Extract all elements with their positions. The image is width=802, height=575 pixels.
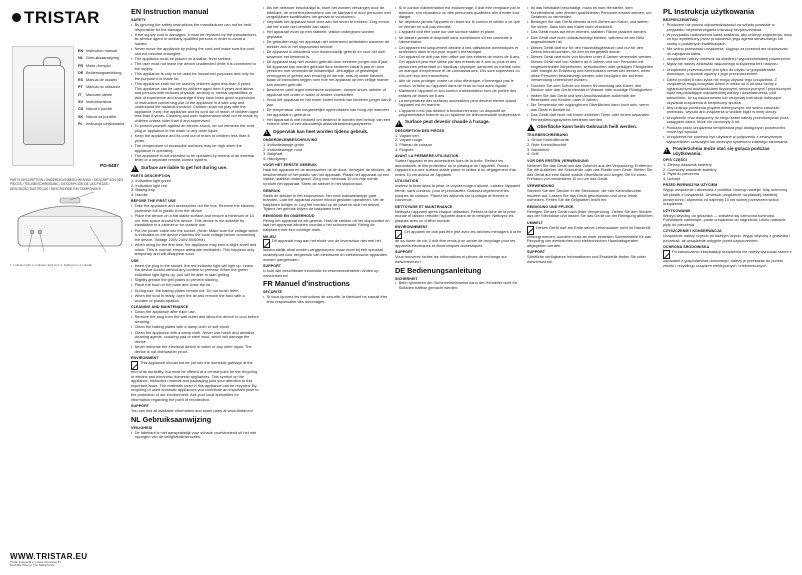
brand-logo [12,8,128,28]
heading-use-de: VERWENDUNG [527,184,555,188]
language-item [78,92,134,99]
footer-line-2: 5015 BH Tilburg | The Netherlands [10,563,55,568]
language-code: FR [78,63,84,68]
product-body-shape [23,65,65,145]
warning-triangle-icon [395,120,403,127]
language-code: SK [78,114,84,119]
recycle-bin-icon [263,239,270,248]
safety-list-de [395,281,523,290]
list-item: • Dit apparaat is uitsluitend voor huishoudelijk gebruik en voor het doel waarvoor het bestemd is. [263,50,391,59]
env-text-pl [663,250,793,268]
list-item: • Als het netsnoer beschadigd is, moet het worden vervangen door de fabrikant, de onderhoudsmonteur van de fabrikant of door personen met vergelijkbare kwalificaties om gevaar te voorkomen. [263,6,391,20]
warning-triangle-icon [263,129,271,136]
language-label: Instruktionsbok [86,100,112,105]
list-item: • Cet appareil est uniquement destiné à des utilisations domestiques et seulement dans le but pour lequel il est fabriqué. [395,46,523,55]
heading-use-pl: UŻYTKOWANIE [663,208,691,213]
cover-parts-note: PARTS DESCRIPTION / ONDERDELENBESCHRIJVING / DESCRIPTION DES PIÈCES / TEILEBESCHREIBUNG / DESCRIPCIÓN DE LAS PIEZAS / DESCRIÇÃO DAS PEÇAS / DESCRIZIONE DEI COMPONENTI [10,178,124,191]
list-item: • Podczas pracy urządzenia temperatura jego dostępnych powierzchni może być wysoka. [663,126,793,135]
recycle-bin-icon [131,361,138,370]
section-title-nl: NL Gebruiksaanwijzing [131,414,212,424]
hot-surface-warning-fr [395,119,523,127]
list-item: • Ist das Netzkabel beschädigt, muss es vom Hersteller, dem Kundendienst oder ähnlich qualifizierten Personen ersetzt werden, um Gefahren zu vermeiden. [527,6,655,20]
list-item: • The temperature of accessible surfaces may be high when the appliance is operating. [131,144,259,153]
list-item: • Si vous ignorez les instructions de sécurité, le fabricant ne saurait être tenu responsable des dommages. [263,295,391,304]
language-code: SV [78,100,84,105]
before-list-en [131,204,259,257]
list-item: • L'appareil doit être posé sur une surface stable et plane. [395,30,523,35]
section-title-en: EN Instruction manual [131,7,209,16]
list-item: • L'appareil n'est pas destiné à fonctionner avec un dispositif de programmation externe ou un système de télécommande indépendant. [395,109,523,118]
warning-triangle-icon [663,147,671,154]
parts-list-de [527,138,655,156]
list-item: • During use, the baking plates remain hot. Do not touch them. [131,289,259,294]
heading-support: SUPPORT [131,404,150,409]
list-item: 4. Poignée [395,146,414,152]
clean-text-fr: Nettoyez l'appareil après chaque utilisation. Retirez la fiche de la prise murale et laissez refroidir l'appareil avant de le nettoyer. Nettoyez les plaques avec un chiffon humide. [395,208,516,223]
heading-before-pl: PRZED PIERWSZYM UŻYCIEM [663,183,718,188]
warning-text: Surface are liable to get hot during use. [141,164,228,170]
list-item: • Place the food on the plate and close the lid. [131,283,259,288]
heading-before-fr: AVANT LA PREMIÈRE UTILISATION [395,154,459,159]
list-item: • If the supply cord is damaged, it must be replaced by the manufacturer, its service agent or similarly qualified persons in order to avoid a hazard. [131,33,259,47]
before-text-de: Nehmen Sie das Gerät und das Zubehör aus der Verpackung. Entfernen Sie die Aufkleber, die Schutzfolie oder das Plastik vom Gerät. Stellen Sie das Gerät auf eine flache stabile Oberfläche und sorgen Sie für einen Freiraum von mindestens 10 cm um das Gerät. [527,162,653,182]
language-code: CS [78,107,84,112]
diagram-light-green [30,230,34,234]
recycle-bin-icon [663,250,670,259]
heading-safety-fr: SÉCURITÉ [263,290,282,295]
safety-list-nl [131,431,259,440]
list-item: • When using for the first time, the appliance may emit a slight smell and odour. This is normal, ensure adequate ventilation. This happens only temporary and will disappear soon. [131,243,259,257]
list-item: 2. Voyant rouge [395,137,423,143]
list-item: • Dieses Gerät darf nur für den Haushaltsgebrauch und nur für den Zweck benutzt werden, für den es hergestellt wurde. [527,46,655,55]
brand-name: TRISTAR [24,8,100,27]
list-item: 2. Czerwony wskaźnik świetlny [663,166,717,172]
list-item: • Die Temperatur der zugänglichen Oberflächen kann hoch sein, wenn das Gerät in Betrieb ist. [527,103,655,112]
language-label: Instruction manual [86,49,118,53]
warning-triangle-icon [131,165,139,172]
heading-use-nl: GEBRUIK [263,188,281,193]
list-item: • De temperatuur van toegankelijke oppervlakken kan hoog zijn wanneer het apparaat in gebruik is. [263,108,391,117]
language-label: Manual do utilizador [86,85,120,90]
safety-list-en [131,23,259,163]
recycle-bin-icon [527,226,534,235]
clean-text-pl: Urządzenie należy czyścić po każdym użyciu. Wyjąć wtyczkę z gniazdka i poczekać, aż urządzenie ostygnie przed czyszczeniem. [663,233,790,243]
diagram-handle [60,198,80,203]
list-item: 1. Indicatielampje groen [263,141,305,147]
diagram-leader-4 [70,192,94,200]
env-text-nl [263,239,391,262]
heading-use: USE [131,258,139,263]
use-text-fr: Insérez la fiche dans la prise, le voyant rouge s'allume. Laissez l'appareil fermé, sans contenu, pour le préchauffer. Graissez légèrement les plaques de cuisson. Placez les aliments sur la plaque et fermez le couvercle. [395,183,521,203]
list-item: • W przypadku uszkodzenia kabla zasilania, aby uniknąć zagrożenia, musi on być wymieniony przez producenta, jego agenta serwisowego lub osobę o podobnych kwalifikacjach. [663,33,793,47]
parts-list-fr [395,134,523,152]
heading-support-fr: SUPPORT [395,250,414,255]
heading-parts: PARTS DESCRIPTION [131,174,171,178]
list-item: • Never immerse the electrical device in water or any other liquid. The device is not dishwasher proof. [131,345,259,354]
language-code: PT [78,85,83,90]
language-code: EN [78,49,84,53]
heading-parts-pl: OPIS CZĘŚCI [663,158,687,163]
list-item: • This appliance is only to be used for household purposes and only for the purpose it is made for. [131,72,259,81]
use-text-pl: Włożyć wtyczkę do gniazdka — zaświeci się czerwona kontrolka. Pozostawić zamknięte, puste urządzenie do nagrzania. Lekko natłuścić płyty do pieczenia. [663,212,786,227]
warning-text: Oppervlak kan heet worden tijdens gebruik. [273,128,369,134]
language-item [78,48,134,55]
parts-list-pl [663,163,793,181]
list-item: • Clean the appliance after each use. [131,310,259,315]
list-item: 2. Rote Kontrollleuchte [527,141,567,147]
list-item: • When the food is ready, open the lid and remove the food with a wooden or plastic spatula. [131,294,259,303]
section-title-pl: PL Instrukcja użytkowania [663,7,755,16]
column-pl [663,6,793,570]
list-item: • Das Gerät darf nicht mit einem externen Timer oder einem separaten Fernbedienungssystem betrieben werden. [527,113,655,122]
list-item: • Remove the plug from the wall outlet and allow the device to cool before cleaning. [131,315,259,324]
language-code: IT [78,92,82,97]
safety-list-de-cont [527,6,655,122]
list-item: • Bewegen Sie das Gerät niemals durch Ziehen am Kabel, und stellen Sie sicher, dass sich das Kabel nicht verwickelt. [527,20,655,29]
env-body-nl: Dit apparaat mag aan het einde van de levensduur niet met het huishoudelijk afval worden weggeworpen, maar moet bij een speciaal inzamelpunt voor hergebruik van elektrische en elektronische apparaten worden aangeboden. [263,238,388,262]
heading-safety: SAFETY [131,18,146,22]
list-item: • Never move the appliance by pulling the cord and make sure the cord can not become entangled. [131,47,259,56]
list-item: 4. Handgreep [263,155,287,161]
section-title-fr: FR Manuel d'instructions [263,279,350,289]
language-label: Mode d'emploi [86,63,111,68]
heading-environment: ENVIRONMENT [131,356,159,361]
list-item: • By ignoring the safety instructions the manufacturer can not be held responsible for the damage. [131,23,259,32]
list-item: • Ne laissez jamais le dispositif sans surveillance s'il est connecté à l'alimentation. [395,36,523,45]
column-fr [395,6,523,570]
list-item: 3. Płyta do pieczenia [663,171,699,177]
language-list [78,48,134,128]
list-item: 3. Bakplaat [263,151,283,157]
heading-clean-de: REINIGUNG UND PFLEGE [527,204,574,209]
language-item [78,70,134,77]
list-item: • Dieses Gerät darf nicht von Kindern unter 8 Jahren verwendet werden. Dieses Gerät darf von Kindern ab 8 Jahren und von Personen mit eingeschränkten körperlichen, sensorischen oder geistigen Fähigkeiten oder Mangel an Erfahrung und Kenntnissen verwendet werden, wenn diese Personen beaufsichtigt werden oder bezüglich der sicheren Verwendung unterrichtet wurden. [527,55,655,83]
list-item: • Das Gerät muss auf einer ebenen, stabilen Fläche platziert werden. [527,30,655,35]
section-title-de: DE Bedienungsanleitung [395,265,482,275]
cover-footer [10,552,128,568]
language-label: Návod na použitie [86,114,117,119]
language-item [78,114,134,121]
list-item: • Aby uniknąć porażenia prądem elektrycznym, nie wolno zanurzać przewodu, wtyczki ani urządzenia w wodzie bądź w innej cieczy. [663,106,793,115]
clean-text-de: Reinigen Sie das Gerät nach jeder Verwendung. Ziehen Sie den Stecker aus der Steckdose und lassen Sie das Gerät vor der Reinigung abkühlen. [527,208,654,219]
hot-surface-warning-nl [263,129,391,137]
list-item: • Maintenez l'appareil et son cordon d'alimentation hors de portée des enfants de moins de 8 ans. [395,89,523,98]
footer-brand: WWW.TRISTAR.EU [10,551,88,561]
heading-env-fr: ENVIRONNEMENT [395,225,428,230]
list-item: • Het apparaat moet op een stabiele, vlakke ondergrond worden geplaatst. [263,30,391,39]
cover-legend: 1. Indicator light 2. Indicator light lens 3. Selling box 4. Handle [10,263,93,267]
list-item: • Verplaats het apparaat nooit door aan het snoer te trekken. Zorg ervoor dat het snoer niet verstrikt kan raken. [263,20,391,29]
list-item: • Houd het apparaat en het snoer buiten bereik van kinderen jonger dan 8 jaar. [263,98,391,107]
list-item: • The appliance is not intended to be operated by means of an external timer or a separate remote-control system. [131,154,259,163]
list-item: 1. Voyant vert [395,132,419,138]
language-code: DE [78,70,84,75]
list-item: • Urządzenie oraz dołączony do niego kabel należy przechowywać poza zasięgiem dzieci, które nie ukończyły 8 lat. [663,116,793,125]
list-item: • To protect yourself against an electric shock, do not immerse the cord, plug or appliance in the water or any other liquid. [131,124,259,133]
list-item: 4. Uchwyt [663,175,681,181]
footer-line-1: Tristar Europe B.V. | Jules Verneweg 87 [10,559,61,564]
list-item: • Das Gerät darf nicht unbeaufsichtigt bleiben, während es am Netz angeschlossen ist. [527,36,655,45]
heading-parts-de: TEILEBESCHREIBUNG [527,133,569,138]
list-item: 1. Grüne Kontrollleuchte [527,137,569,143]
heading-support-de: SUPPORT [527,250,546,255]
language-item [78,84,134,91]
heading-env-de: UMWELT [527,220,544,225]
safety-list-pl [663,23,793,145]
language-label: Bedienungsanleitung [86,70,122,75]
list-item: • This appliance shall not be used by children aged less than 8 years. This appliance can be used by children aged from 8 years and above and persons with reduced physical, sensory or mental capabilities or lack of experience and knowledge if they have been given supervision or instruction concerning use of the appliance in a safe way and understand the hazards involved. Children shall not play with the appliance. Keep the appliance and its cord out of reach of children aged less than 8 years. Cleaning and user maintenance shall not be made by children unless older than 8 and supervised. [131,82,259,123]
language-label: Gebruiksaanwijzing [86,56,119,61]
safety-list-fr [263,295,391,304]
parts-list-nl [263,143,391,161]
heading-use-fr: UTILISATION [395,179,419,184]
heading-before-use: BEFORE THE FIRST USE [131,199,176,204]
list-item: 4. Handle [131,191,148,197]
heading-clean-pl: CZYSZCZENIE I KONSERWACJA [663,229,722,234]
list-item: • Dzieci poniżej 8 roku życia nie mogą używać tego urządzenia. Z urządzenia mogą korzystać dzieci w wieku od 8 lat oraz osoby z ograniczonymi możliwościami fizycznymi, sensorycznymi i psychicznymi bądź nieposiadające odpowiedniej wiedzy i doświadczenia, pod warunkiem, że są nadzorowane lub otrzymały instrukcje dotyczące używania urządzenia w bezpieczny sposób. [663,78,793,106]
cover-column [10,8,128,568]
list-item: • Het apparaat is niet bedoeld om bediend te worden met behulp van een externe timer of een afzonderlijk afstandsbedieningssysteem. [263,118,391,127]
model-number: PD-8487 [100,164,119,169]
list-item: • Cet appareil ne doit pas être utilisé par des enfants de moins de 8 ans. Cet appareil peut être utilisé par des enfants de 8 ans ou plus et des personnes présentant un handicap physique, sensoriel ou mental voire un manque d'expérience et de connaissances, s'ils sont supervisés ou s'ils ont reçu des instructions. [395,55,523,78]
list-item: • Afin de vous protéger contre un choc électrique, n'immergez pas le cordon, la fiche ou l'appareil dans de l'eau ou tout autre liquide. [395,79,523,88]
list-item: • Clean the baking plates with a damp cloth or soft brush. [131,325,259,330]
support-text-de: Sämtliche verfügbaren Informationen und Ersatzteile finden Sie unter www.tristar.eu! [527,254,646,264]
language-item [78,99,134,106]
list-item: 4. Griff [527,151,539,157]
language-code: NL [78,56,84,61]
list-item: • Beim Ignorieren der Sicherheitshinweise kann der Hersteller nicht für Schäden haftbar gemacht werden. [395,281,523,290]
language-item [78,106,134,113]
list-item: 2. Indicatielampje rood [263,146,303,152]
column-nl [263,6,391,570]
environment-text-en [131,361,259,402]
use-text-de: Stecken Sie den Stecker in die Steckdose, die rote Kontrollleuchte leuchtet auf. Lassen Sie das Gerät geschlossen und ohne Inhalt vorheizen. Fetten Sie die Grillplatten leicht ein. [527,187,642,203]
list-item: • The appliance must be placed on a stable, level surface. [131,57,259,62]
heading-before-de: VOR DER ERSTEN VERWENDUNG [527,158,589,163]
column-en [131,6,259,570]
list-item: • Take the appliance and accessoires out the box. Remove the stickers, protective foil or plastic from the device. [131,204,259,213]
list-item: • Urządzenie należy umieścić na stabilnej i wypoziomowanej powierzchni. [663,57,793,62]
list-item: • The user must not leave the device unattended while it is connected to the supply. [131,62,259,71]
heading-env-nl: MILIEU [263,234,276,239]
heading-cleaning: CLEANING AND MAINTENANCE [131,305,189,310]
list-item: 2. Indication light red [131,182,167,188]
language-code: ES [78,78,84,83]
list-item: • Urządzenie nie powinno być używane w połączeniu z zewnętrznym wyłącznikiem czasowym lub osobnym systemem zdalnego sterowania. [663,135,793,144]
list-item: • De fabrikant is niet aansprakelijk voor schade voortvloeiend uit het niet opvolgen van de veiligheidsinstructies. [131,431,259,440]
list-item: 3. Baking tray [131,187,155,193]
language-item [78,77,134,84]
clean-text-nl: Reinig het apparaat na elk gebruik. Haal de stekker uit het stopcontact en laat het apparaat afkoelen voordat u het schoonmaakt. Reinig de bakplaten met een vochtige doek. [263,217,390,232]
heading-before-nl: VOOR HET EERSTE GEBRUIK [263,163,318,168]
language-item [78,55,134,62]
list-item: • Si le cordon d'alimentation est endommagé, il doit être remplacé par le fabricant, son réparateur ou des personnes qualifiées afin d'éviter tout danger. [395,6,523,20]
parts-diagram [10,188,130,258]
cleaning-list-en [131,310,259,354]
env-body-pl: Po zakończeniu eksploatacji urządzenia nie należy wyrzucać razem z odpadami z gospodarstwa domowego; należy je przekazać do punktu zbiórki i recyklingu urządzeń elektrycznych i elektronicznych. [663,249,792,268]
language-item [78,63,134,70]
warning-triangle-icon [527,124,535,131]
language-label: Manuale utente [86,92,113,97]
heading-parts-nl: ONDERDELENBESCHRIJVING [263,138,318,143]
list-item: • Urządzenie przeznaczone jest tylko do użytku w gospodarstwie domowym, w sposób zgodny z jego przeznaczeniem. [663,68,793,77]
environment-body: This appliance should not be put into the domestic garbage at the end of its durability, but must be offered at a central point for the recycling of electric and electronic domestic appliances. This symbol on the appliance, instruction manual and packaging puts your attention to this important issue. The materials used in this appliance can be recycled. By recycling of used domestic appliances you contribute an important push to the protection of our environment. Ask your local authorities for information regarding the point of recollection. [131,360,259,402]
heading-parts-fr: DESCRIPTION DES PIÈCES [395,128,445,133]
before-text-pl: Wyjąć urządzenie i akcesoria z pudełka. Usunąć naklejki, folię ochronną lub plastik z urządzenia. Umieścić urządzenie na płaskiej, stabilnej powierzchni i zapewnić co najmniej 10 cm wolnej przestrzeni wokół urządzenia. [663,187,788,207]
list-item: • Tauchen Sie zum Schutz vor einem Stromschlag das Kabel, den Stecker oder das Gerät niemals in Wasser oder sonstige Flüssigkeiten. [527,84,655,93]
safety-list-nl-cont [263,6,391,127]
safety-list-fr-cont [395,6,523,118]
language-label: Návod k použití [86,107,113,112]
support-text-fr: Vous trouverez toutes les informations et pièces de rechange sur www.tristar.eu ! [395,254,507,264]
language-code: PL [78,121,83,126]
warning-text: Powierzchnia może stać się gorąca podczas użytkowania. [673,146,770,157]
env-text-de [527,226,655,249]
list-item: • Dit apparaat mag niet worden gebruikt door kinderen jonger dan 8 jaar. Dit apparaat kan worden gebruikt door kinderen vanaf 8 jaar en door personen met verminderde lichamelijke, zintuiglijke of geestelijke vermogens of gebrek aan ervaring en kennis, mits zij onder toezicht staan of instructies krijgen over hoe het apparaat op een veilige manier kan worden gebruikt. [263,60,391,88]
language-label: Instrukcja użytkowania [86,121,125,126]
list-item: • Producent nie ponosi odpowiedzialności za szkody powstałe w przypadku nieprzestrzegania instrukcji bezpieczeństwa. [663,23,793,32]
product-image [12,46,74,166]
env-text-fr [395,230,523,248]
list-item: • Ne déplacez jamais l'appareil en tirant sur le cordon et veillez à ce que ce dernier ne soit pas emmêlé. [395,20,523,29]
heading-safety-nl: VEILIGHEID [131,425,153,430]
list-item: • Nie wolno przesuwać urządzenia, ciągnąc za przewód ani dopuszczać do zaplątania kabla. [663,47,793,56]
list-item: • Bescherm uzelf tegen elektrische schokken: dompel snoer, stekker of apparaat niet onder in water of andere vloeistoffen. [263,88,391,97]
before-text-nl: Haal het apparaat en de accessoires uit de doos. Verwijder de stickers, de beschermfolie of het plastic van het apparaat. Plaats het apparaat op een vlakke, stabiele ondergrond. Zorg voor minimaal 10 cm vrije ruimte rondom het apparaat. Steek de stekker in het stopcontact. [263,167,391,186]
heading-support-nl: SUPPORT [263,264,282,269]
list-item: • La température des surfaces accessibles peut devenir élevée quand l'appareil est en marche. [395,99,523,108]
use-text-nl: Steek de stekker in het stopcontact. Het rode indicatielampje gaat branden. Laat het apparaat zonder inhoud gesloten opwarmen. Vet de bakplaten lichtjes in. Leg het voedsel op de plaat en sluit het deksel. Tijdens het gebruik blijven de bakplaten heet. [263,192,384,212]
diagram-light-red [38,230,42,234]
use-list-en [131,264,259,304]
warning-text: Oberfläche kann beim Gebrauch heiß werden. [537,123,638,129]
parts-list-en [131,179,259,197]
heading-env-pl: OCHRONA ŚRODOWISKA [663,245,710,250]
support-text-en: You can find all available information and spare parts at www.tristar.eu! [131,408,253,414]
list-item: • De gebruiker mag het apparaat niet onbeheerd achterlaten wanneer de stekker zich in het stopcontact bevindt. [263,40,391,49]
list-item: 1. Indication light green [131,177,172,183]
heading-clean-nl: REINIGING EN ONDERHOUD [263,213,315,218]
hot-surface-warning-pl [663,146,793,156]
env-body-fr: Cet appareil ne doit pas être jeté avec les déchets ménagers à la fin de sa durée de vie, il doit être remis à un centre de recyclage pour les appareils électriques et électroniques domestiques. [395,229,522,248]
logo-mark-icon [12,13,21,22]
list-item: • Insert the plug in the socket, the red indicator light will light up. Leave the device closed without any content to preheat. When the green indication light lights up, you will be able to start grilling. [131,264,259,278]
list-item: 1. Zielony wskaźnik świetlny [663,162,712,168]
env-body-de: Dieses Gerät darf am Ende seiner Lebensdauer nicht im Hausmüll entsorgt werden, sondern muss an einer zentralen Sammelstelle für das Recycling von elektrischen und elektronischen Haushaltsgeräten abgegeben werden. [527,224,652,248]
hot-surface-warning-de [527,124,655,132]
list-item: • Nigdy nie należy zostawiać włączonego urządzenia bez nadzoru. [663,62,793,67]
recycle-bin-icon [395,230,402,239]
list-item: • Keep the appliance and its cord out of reach of children less than 8 years. [131,134,259,143]
list-item: • Clean the appliance with a damp cloth. Never use harsh and abrasive cleaning agents, scouring pad or steel wool, which will damage the device. [131,331,259,345]
heading-safety-pl: BEZPIECZEŃSTWO [663,18,698,22]
list-item: • Halten Sie das Gerät und sein Anschlusskabel außerhalb der Reichweite von Kindern unter 8 Jahren. [527,94,655,103]
list-item: • Slightly grease the grill plates to prevent sticking. [131,278,259,283]
list-item: • Place the device on a flat stable surface and ensure a minimum of 10 cm. free space around the device. This device is not suitable for installation in a cabinet or for outside use. [131,214,259,228]
list-item: 3. Backblech [527,146,550,152]
warning-text: Surface peut devenir chaude à l'usage. [405,119,490,125]
heading-safety-de: SICHERHEIT [395,276,418,281]
diagram-lid [22,206,118,216]
language-label: Manual de usuario [86,78,118,83]
hot-surface-warning-en [131,165,259,173]
heading-clean-fr: NETTOYAGE ET MAINTENANCE [395,204,453,209]
list-item: • Put the power cable into the socket. (Note: Make sure the voltage which is indicated on the device matches the local voltage before connecting the device. Voltage 220V-240V 50/60Hz) [131,229,259,243]
support-text-nl: U kunt alle beschikbare informatie en reserveonderdelen vinden op www.tristar.eu! [263,268,379,278]
before-text-fr: Sortez l'appareil et les accessoires hors de la boîte. Retirez les autocollants, le film protecteur ou le plastique de l'appareil. Placez l'appareil sur une surface stable plane et veillez à un dégagement d'au moins 10 cm autour de l'appareil. [395,158,517,177]
language-item [78,121,134,128]
column-de [527,6,655,570]
list-item: 3. Plateau de cuisson [395,141,433,147]
